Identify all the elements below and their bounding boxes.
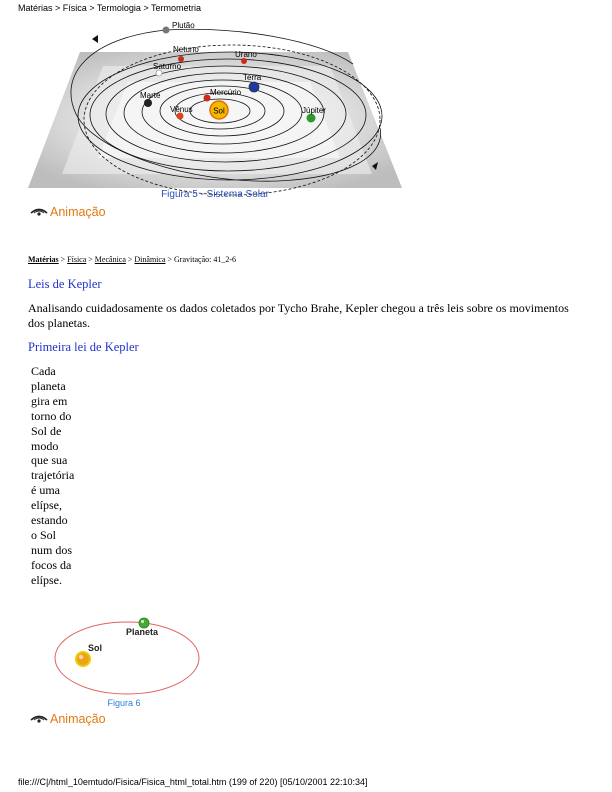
text-line: torno do: [31, 408, 72, 423]
pluto: [163, 27, 170, 34]
breadcrumb: Matérias > Física > Termologia > Termometria: [18, 3, 201, 13]
earth-label: Terra: [243, 73, 262, 82]
crumb-fisica[interactable]: Física: [67, 255, 87, 264]
text-line: elípse.: [31, 572, 62, 587]
pluto-label: Plutão: [172, 21, 195, 30]
eye-icon: [30, 207, 48, 217]
crumb-sep: >: [86, 255, 95, 264]
crumb-materias[interactable]: Matérias: [28, 255, 59, 264]
crumb-dinamica[interactable]: Dinâmica: [134, 255, 166, 264]
sun-label: Sol: [213, 106, 225, 116]
crumb-sep: >: [58, 255, 68, 264]
earth: [249, 82, 259, 92]
text-line: o Sol: [31, 527, 57, 542]
text-line: que sua: [31, 453, 68, 468]
section-title: Primeira lei de Kepler: [28, 340, 139, 354]
text-line: estando: [31, 513, 68, 528]
text-line: gira em: [31, 393, 68, 408]
neptune: [178, 56, 184, 62]
figure-caption: Figura 6: [107, 698, 141, 708]
venus-label: Vênus: [170, 105, 193, 114]
mars-label: Marte: [140, 91, 161, 100]
text-line: Cada: [31, 364, 56, 378]
neptune-label: Netuno: [173, 45, 199, 54]
figure-caption: Figura 5 - Sistema Solar: [161, 189, 269, 200]
text-line: Sol de: [31, 423, 62, 438]
content-breadcrumb: [28, 255, 236, 264]
page-title: Leis de Kepler: [28, 277, 102, 291]
kepler-orbit-figure: [50, 612, 210, 710]
text-line: planeta: [31, 378, 66, 393]
sun-label: Sol: [88, 643, 103, 653]
solar-system-figure: [28, 16, 408, 200]
sun: [76, 652, 90, 666]
text-line: num dos: [31, 542, 73, 557]
uranus-label: Urano: [235, 50, 257, 59]
first-law-text: [31, 364, 91, 588]
planet-label: Planeta: [126, 627, 159, 637]
text-line: focos da: [31, 557, 72, 572]
eye-icon: [30, 714, 48, 724]
text-line: é uma: [31, 483, 60, 498]
saturn-label: Saturno: [153, 62, 182, 71]
crumb-sep: >: [125, 255, 135, 264]
orbit-arrow-icon: [92, 35, 98, 43]
crumb-mecanica[interactable]: Mecânica: [94, 255, 126, 264]
jupiter-label: Júpiter: [302, 106, 327, 115]
animation-link[interactable]: [30, 712, 106, 726]
text-line: trajetória: [31, 468, 75, 483]
mercury-label: Mercúrio: [210, 88, 242, 97]
mars: [144, 99, 152, 107]
file-path-footer: file:///C|/html_10emtudo/Fisica/Fisica_html_total.htm (199 of 220) [05/10/2001 22:10:34]: [18, 777, 368, 787]
intro-paragraph: Analisando cuidadosamente os dados coletados por Tycho Brahe, Kepler chegou a três leis sobre os movimentos dos planetas.: [28, 301, 569, 330]
animation-label: Animação: [50, 712, 106, 726]
crumb-current: > Gravitação: 41_2-6: [165, 255, 237, 264]
text-line: modo: [31, 438, 59, 453]
animation-label: Animação: [50, 205, 106, 219]
animation-link[interactable]: [30, 205, 106, 219]
text-line: elípse,: [31, 498, 62, 513]
